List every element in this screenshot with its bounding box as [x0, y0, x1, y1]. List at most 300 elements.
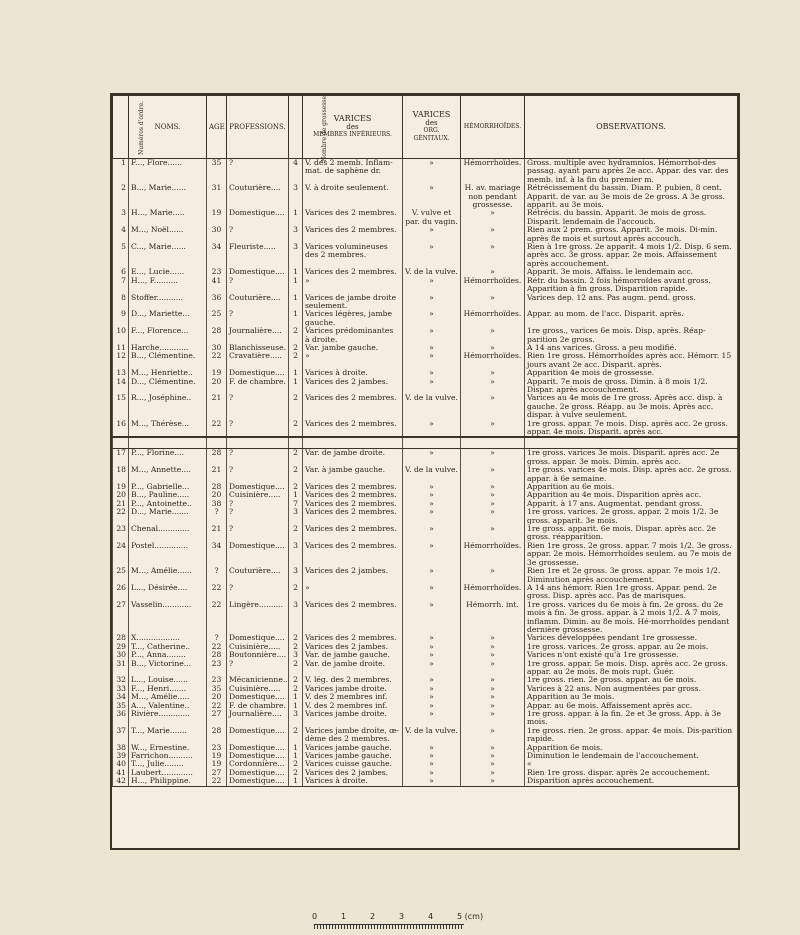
row-varices-inf: Varices des 2 membres.: [303, 226, 403, 243]
row-varices-inf: Varices des 2 membres.: [303, 542, 403, 567]
row-varices-gen: »: [403, 449, 461, 466]
row-pregnancies: 2: [289, 449, 303, 466]
row-varices-inf: Varices à droite.: [303, 369, 403, 377]
header-age: AGE: [207, 96, 227, 159]
row-name: P..., Antoinette..: [129, 500, 207, 508]
scale-tick: 4: [428, 912, 434, 921]
row-pregnancies: 2: [289, 727, 303, 744]
row-hemorrhoids: »: [461, 651, 525, 659]
row-varices-inf: Varices des 2 membres.: [303, 491, 403, 499]
row-number: 3: [113, 209, 129, 226]
row-hemorrhoids: »: [461, 491, 525, 499]
row-hemorrhoids: »: [461, 685, 525, 693]
row-profession: F. de chambre.: [227, 378, 289, 395]
row-varices-inf: Varices légères, jambe gauche.: [303, 310, 403, 327]
row-hemorrhoids: Hémorrhoïdes.: [461, 352, 525, 369]
row-profession: Couturière....: [227, 294, 289, 311]
scale-tick: 0: [312, 912, 318, 921]
row-varices-gen: »: [403, 491, 461, 499]
row-observations: 1re gross. appar. à la fin. 2e et 3e gross. App. à 3e mois.: [525, 710, 738, 727]
row-age: 30: [207, 344, 227, 352]
row-varices-inf: Varices jambe droite, œ-dème des 2 membres.: [303, 727, 403, 744]
row-number: 4: [113, 226, 129, 243]
row-pregnancies: 1: [289, 777, 303, 786]
row-profession: Blanchisseuse.: [227, 344, 289, 352]
row-observations: Apparition 4e mois de grossesse.: [525, 369, 738, 377]
row-number: 38: [113, 744, 129, 752]
row-name: D..., Mariette...: [129, 310, 207, 327]
table-row: [113, 466, 738, 483]
row-pregnancies: 1: [289, 277, 303, 294]
row-pregnancies: 7: [289, 500, 303, 508]
row-name: Harche............: [129, 344, 207, 352]
row-name: T..., Catherine..: [129, 643, 207, 651]
row-varices-gen: »: [403, 651, 461, 659]
row-hemorrhoids: »: [461, 727, 525, 744]
row-hemorrhoids: »: [461, 777, 525, 786]
row-age: 22: [207, 702, 227, 710]
row-name: P..., Gabrielle...: [129, 483, 207, 491]
row-number: 14: [113, 378, 129, 395]
row-profession: Domestique....: [227, 769, 289, 777]
row-hemorrhoids: »: [461, 634, 525, 642]
row-age: 23: [207, 744, 227, 752]
row-profession: Domestique....: [227, 744, 289, 752]
row-age: 41: [207, 277, 227, 294]
row-observations: Rien 1re et 2e gross. 3e gross. appar. 7e mois 1/2. Diminution après accouchement.: [525, 567, 738, 584]
row-varices-inf: Varices jambe gauche.: [303, 752, 403, 760]
row-age: 34: [207, 542, 227, 567]
row-varices-inf: V. des 2 membres inf.: [303, 693, 403, 701]
row-pregnancies: 1: [289, 209, 303, 226]
row-varices-gen: »: [403, 567, 461, 584]
row-hemorrhoids: »: [461, 243, 525, 268]
table-body-bottom: [113, 449, 738, 786]
table-row: [113, 420, 738, 438]
row-number: 17: [113, 449, 129, 466]
table-row: [113, 601, 738, 635]
row-observations: Rien aux 2 prem. gross. Apparit. 3e mois. Di-min. après 8e mois et surtout après accouch.: [525, 226, 738, 243]
row-pregnancies: 3: [289, 651, 303, 659]
scale-tick: 1: [341, 912, 347, 921]
row-pregnancies: 3: [289, 226, 303, 243]
row-observations: Appar. au 6e mois. Affaissement après acc.: [525, 702, 738, 710]
row-observations: Rétrécissement du bassin. Diam. P. pubien, 8 cent. Apparit. de var. au 3e mois de 2e gross. A 3e gross. apparit. au 3e mois.: [525, 184, 738, 209]
row-observations: Varices développées pendant 1re grossesse.: [525, 634, 738, 642]
row-hemorrhoids: Hémorrhoïdes.: [461, 159, 525, 185]
row-hemorrhoids: »: [461, 525, 525, 542]
row-pregnancies: 2: [289, 760, 303, 768]
row-number: 10: [113, 327, 129, 344]
row-profession: Couturière....: [227, 184, 289, 209]
row-hemorrhoids: »: [461, 676, 525, 684]
fold-gap: [113, 437, 738, 449]
row-hemorrhoids: »: [461, 500, 525, 508]
varices-table: [112, 95, 738, 787]
row-number: 31: [113, 660, 129, 677]
row-varices-gen: »: [403, 777, 461, 786]
row-age: 28: [207, 727, 227, 744]
table-row: [113, 449, 738, 466]
row-varices-gen: »: [403, 702, 461, 710]
row-profession: ?: [227, 449, 289, 466]
table-row: [113, 327, 738, 344]
row-age: ?: [207, 634, 227, 642]
row-name: F..., Henri.......: [129, 685, 207, 693]
row-age: 21: [207, 466, 227, 483]
table-row: [113, 209, 738, 226]
row-name: A..., Valentine..: [129, 702, 207, 710]
row-observations: 1re gross. varices. 2e gross. appar. au 2e mois.: [525, 643, 738, 651]
row-varices-inf: Varices des 2 membres.: [303, 268, 403, 276]
row-number: 22: [113, 508, 129, 525]
row-name: T..., Julie........: [129, 760, 207, 768]
row-varices-gen: »: [403, 294, 461, 311]
row-pregnancies: 1: [289, 744, 303, 752]
row-pregnancies: 2: [289, 525, 303, 542]
row-name: Farrichon..........: [129, 752, 207, 760]
row-varices-gen: »: [403, 752, 461, 760]
row-name: X..................: [129, 634, 207, 642]
row-name: Vasselin............: [129, 601, 207, 635]
row-number: 40: [113, 760, 129, 768]
row-varices-gen: »: [403, 643, 461, 651]
row-varices-gen: »: [403, 483, 461, 491]
row-profession: Domestique....: [227, 777, 289, 786]
row-profession: ?: [227, 525, 289, 542]
header-var-gen: VARICES des ORG. GÉNITAUX.: [403, 96, 461, 159]
table-row: [113, 277, 738, 294]
row-age: 22: [207, 352, 227, 369]
scale-tick: 2: [370, 912, 376, 921]
row-observations: Varices au 4e mois de 1re gross. Après acc. disp. à gauche. 2e gross. Réapp. au 3e mois. Après acc. dispar. à vulve seulement.: [525, 394, 738, 419]
row-observations: Apparition au 3e mois.: [525, 693, 738, 701]
table-row: [113, 352, 738, 369]
row-number: 5: [113, 243, 129, 268]
table-row: [113, 567, 738, 584]
row-varices-inf: Varices des 2 jambes.: [303, 378, 403, 395]
row-varices-inf: Varices volumineuses des 2 membres.: [303, 243, 403, 268]
row-age: 38: [207, 500, 227, 508]
row-varices-gen: »: [403, 184, 461, 209]
table-row: [113, 525, 738, 542]
table-body-top: [113, 159, 738, 438]
row-profession: Lingère..........: [227, 601, 289, 635]
row-profession: Cravatière.....: [227, 352, 289, 369]
row-observations: 1re gross. varices. 2e gross. appar. 2 mois 1/2. 3e gross. apparit. 3e mois.: [525, 508, 738, 525]
row-number: 7: [113, 277, 129, 294]
row-observations: Apparition au 4e mois. Disparition après acc.: [525, 491, 738, 499]
row-observations: 1re gross. varices 3e mois. Disparit. après acc. 2e gross. appar. 3e mois. Dimin. après acc.: [525, 449, 738, 466]
row-number: 25: [113, 567, 129, 584]
table-row: [113, 542, 738, 567]
table-row: [113, 159, 738, 185]
row-varices-gen: »: [403, 352, 461, 369]
row-pregnancies: 3: [289, 508, 303, 525]
row-profession: Mécanicienne..: [227, 676, 289, 684]
row-name: M..., Annette....: [129, 466, 207, 483]
row-name: D..., Marie.......: [129, 508, 207, 525]
row-pregnancies: 3: [289, 542, 303, 567]
row-age: 20: [207, 693, 227, 701]
row-name: W..., Ernestine.: [129, 744, 207, 752]
row-name: Laubert.............: [129, 769, 207, 777]
row-age: 20: [207, 491, 227, 499]
row-hemorrhoids: »: [461, 760, 525, 768]
row-pregnancies: 3: [289, 243, 303, 268]
row-varices-gen: »: [403, 676, 461, 684]
row-name: L..., Louise......: [129, 676, 207, 684]
row-pregnancies: 3: [289, 710, 303, 727]
row-hemorrhoids: »: [461, 483, 525, 491]
row-hemorrhoids: »: [461, 268, 525, 276]
row-hemorrhoids: »: [461, 660, 525, 677]
table-row: [113, 752, 738, 760]
row-age: 19: [207, 760, 227, 768]
row-number: 11: [113, 344, 129, 352]
row-name: T..., Marie.......: [129, 727, 207, 744]
row-number: 23: [113, 525, 129, 542]
row-varices-inf: Varices des 2 membres.: [303, 508, 403, 525]
row-observations: Varices dep. 12 ans. Pas augm. pend. gross.: [525, 294, 738, 311]
row-age: 30: [207, 226, 227, 243]
row-number: 28: [113, 634, 129, 642]
row-varices-inf: Varices des 2 membres.: [303, 601, 403, 635]
row-varices-gen: »: [403, 685, 461, 693]
row-varices-gen: »: [403, 226, 461, 243]
row-pregnancies: 2: [289, 466, 303, 483]
row-age: 23: [207, 676, 227, 684]
row-name: M..., Henriette..: [129, 369, 207, 377]
row-age: 28: [207, 483, 227, 491]
scale-tick: 5 (cm): [457, 912, 484, 921]
row-varices-gen: V. de la vulve.: [403, 727, 461, 744]
row-pregnancies: 1: [289, 693, 303, 701]
header-obs: OBSERVATIONS.: [525, 96, 738, 159]
row-number: 26: [113, 584, 129, 601]
row-hemorrhoids: »: [461, 769, 525, 777]
row-hemorrhoids: »: [461, 378, 525, 395]
table-row: [113, 243, 738, 268]
row-hemorrhoids: »: [461, 508, 525, 525]
row-number: 6: [113, 268, 129, 276]
header-gross: Nombre de grossesse.: [289, 96, 303, 159]
row-varices-inf: Varices des 2 membres.: [303, 525, 403, 542]
row-varices-inf: V. à droite seulement.: [303, 184, 403, 209]
table-row: [113, 584, 738, 601]
row-number: 41: [113, 769, 129, 777]
row-observations: 1re gross. rien. 2e gross. appar. au 6e mois.: [525, 676, 738, 684]
row-profession: ?: [227, 394, 289, 419]
row-number: 33: [113, 685, 129, 693]
row-pregnancies: 2: [289, 769, 303, 777]
row-profession: Cuisinière.....: [227, 491, 289, 499]
table-row: [113, 660, 738, 677]
row-varices-inf: Varices des 2 membres.: [303, 209, 403, 226]
table-row: [113, 294, 738, 311]
row-hemorrhoids: »: [461, 744, 525, 752]
row-hemorrhoids: Hémorrhoïdes.: [461, 277, 525, 294]
row-pregnancies: 2: [289, 394, 303, 419]
row-age: 22: [207, 777, 227, 786]
row-profession: Journalière....: [227, 710, 289, 727]
row-pregnancies: 3: [289, 567, 303, 584]
row-observations: 1re gross. apparit. 6e mois. Dispar. après acc. 2e gross. réapparition.: [525, 525, 738, 542]
row-observations: Rien 1re gross. 2e gross. appar. 7 mois 1/2. 3e gross. appar. 2e mois. Hémorrhoïdes seulem. au 7e mois de 3e grossesse.: [525, 542, 738, 567]
row-pregnancies: 2: [289, 352, 303, 369]
row-age: 22: [207, 643, 227, 651]
row-varices-gen: »: [403, 634, 461, 642]
row-varices-inf: Varices des 2 membres.: [303, 634, 403, 642]
row-observations: 1re gross. appar. 7e mois. Disp. après acc. 2e gross. appar. 4e mois. Disparit. après acc.: [525, 420, 738, 438]
row-pregnancies: 2: [289, 344, 303, 352]
header-prof: PROFESSIONS.: [227, 96, 289, 159]
row-varices-inf: Varices des 2 membres.: [303, 420, 403, 438]
row-name: D..., Clémentine.: [129, 378, 207, 395]
row-varices-gen: V. de la vulve.: [403, 268, 461, 276]
row-name: M..., Amélie.....: [129, 693, 207, 701]
row-pregnancies: 1: [289, 378, 303, 395]
row-age: 36: [207, 294, 227, 311]
header-nom: NOMS.: [129, 96, 207, 159]
row-profession: ?: [227, 310, 289, 327]
row-age: 34: [207, 243, 227, 268]
row-varices-inf: Var. de jambe droite.: [303, 660, 403, 677]
row-observations: 1re gross. rien. 2e gross. appar. 4e mois. Dis-parition rapide.: [525, 727, 738, 744]
row-varices-gen: V. de la vulve.: [403, 394, 461, 419]
row-name: B..., Pauline.....: [129, 491, 207, 499]
row-profession: ?: [227, 277, 289, 294]
row-observations: Apparit. 7e mois de gross. Dimin. à 8 mois 1/2. Dispar. après accouchement.: [525, 378, 738, 395]
row-number: 16: [113, 420, 129, 438]
row-varices-gen: »: [403, 508, 461, 525]
row-profession: ?: [227, 508, 289, 525]
row-profession: F. de chambre.: [227, 702, 289, 710]
row-number: 13: [113, 369, 129, 377]
table-row: [113, 685, 738, 693]
row-profession: ?: [227, 466, 289, 483]
table-row: [113, 310, 738, 327]
row-pregnancies: 2: [289, 643, 303, 651]
row-varices-inf: Varices de jambe droite seulement.: [303, 294, 403, 311]
table-row: [113, 184, 738, 209]
row-profession: ?: [227, 226, 289, 243]
row-varices-gen: »: [403, 159, 461, 185]
row-observations: Appar. au mom. de l'acc. Disparit. après.: [525, 310, 738, 327]
row-varices-gen: V. vulve et par. du vagin.: [403, 209, 461, 226]
row-varices-inf: Var. de jambe gauche.: [303, 651, 403, 659]
row-observations: Varices n'ont existé qu'à 1re grossesse.: [525, 651, 738, 659]
row-varices-inf: Varices des 2 jambes.: [303, 567, 403, 584]
row-hemorrhoids: »: [461, 449, 525, 466]
row-number: 8: [113, 294, 129, 311]
row-number: 30: [113, 651, 129, 659]
row-name: B..., Victorine...: [129, 660, 207, 677]
row-name: H..., Marie.....: [129, 209, 207, 226]
row-name: B..., Marie......: [129, 184, 207, 209]
row-varices-gen: »: [403, 601, 461, 635]
row-hemorrhoids: »: [461, 643, 525, 651]
row-observations: Gross. multiple avec hydramnios. Hémorrhoï-des passag. ayant paru après 2e acc. Appar. des var. des memb. inf. à la fin du premier m.: [525, 159, 738, 185]
row-varices-gen: »: [403, 420, 461, 438]
row-hemorrhoids: »: [461, 702, 525, 710]
row-age: ?: [207, 508, 227, 525]
row-age: 25: [207, 310, 227, 327]
row-varices-inf: Varices cuisse gauche.: [303, 760, 403, 768]
row-age: ?: [207, 567, 227, 584]
row-profession: Domestique....: [227, 752, 289, 760]
row-varices-gen: »: [403, 760, 461, 768]
row-name: M..., Thérèse...: [129, 420, 207, 438]
row-age: 20: [207, 378, 227, 395]
row-age: 23: [207, 660, 227, 677]
row-varices-inf: Varices à droite.: [303, 777, 403, 786]
row-name: C..., Marie......: [129, 243, 207, 268]
row-varices-gen: »: [403, 327, 461, 344]
row-name: F..., Flore......: [129, 159, 207, 185]
header-hem: HÉMORRHOÏDES.: [461, 96, 525, 159]
row-varices-gen: »: [403, 500, 461, 508]
row-name: P..., Anna........: [129, 651, 207, 659]
row-hemorrhoids: Hémorrh. int.: [461, 601, 525, 635]
row-age: 35: [207, 159, 227, 185]
row-age: 27: [207, 710, 227, 727]
row-profession: ?: [227, 420, 289, 438]
row-varices-gen: »: [403, 584, 461, 601]
row-varices-inf: V. lég. des 2 membres.: [303, 676, 403, 684]
row-varices-inf: Varices des 2 jambes.: [303, 643, 403, 651]
row-varices-inf: Varices des 2 membres.: [303, 500, 403, 508]
row-name: B..., Clémentine.: [129, 352, 207, 369]
row-number: 1: [113, 159, 129, 185]
row-profession: ?: [227, 500, 289, 508]
row-pregnancies: 2: [289, 634, 303, 642]
header-row: [113, 96, 738, 159]
table-row: [113, 710, 738, 727]
row-observations: Apparit. 3e mois. Affaiss. le lendemain acc.: [525, 268, 738, 276]
row-profession: Couturière....: [227, 567, 289, 584]
row-hemorrhoids: »: [461, 710, 525, 727]
row-varices-gen: »: [403, 277, 461, 294]
row-name: M..., Amélie......: [129, 567, 207, 584]
row-observations: Disparition après accouchement.: [525, 777, 738, 786]
row-hemorrhoids: »: [461, 693, 525, 701]
row-observations: Rien 1re gross. Hémorrhoïdes après acc. Hémorr. 15 jours avant 2e acc. Disparit. après.: [525, 352, 738, 369]
row-varices-gen: »: [403, 369, 461, 377]
row-pregnancies: 1: [289, 752, 303, 760]
row-varices-inf: »: [303, 352, 403, 369]
row-varices-inf: Varices prédominantes à droite.: [303, 327, 403, 344]
row-number: 36: [113, 710, 129, 727]
row-hemorrhoids: »: [461, 567, 525, 584]
row-varices-inf: Var. de jambe droite.: [303, 449, 403, 466]
row-hemorrhoids: H. av. mariage non pendant grossesse.: [461, 184, 525, 209]
row-varices-gen: »: [403, 525, 461, 542]
row-age: 19: [207, 209, 227, 226]
row-pregnancies: 1: [289, 491, 303, 499]
row-varices-gen: »: [403, 310, 461, 327]
row-number: 15: [113, 394, 129, 419]
row-number: 9: [113, 310, 129, 327]
row-varices-inf: »: [303, 584, 403, 601]
row-varices-gen: »: [403, 243, 461, 268]
row-pregnancies: 4: [289, 159, 303, 185]
row-number: 35: [113, 702, 129, 710]
row-profession: Cuisinière.....: [227, 643, 289, 651]
row-age: 27: [207, 769, 227, 777]
row-observations: 1re gross., varices 6e mois. Disp. après. Réap-parition 2e gross.: [525, 327, 738, 344]
row-profession: Fleuriste.....: [227, 243, 289, 268]
